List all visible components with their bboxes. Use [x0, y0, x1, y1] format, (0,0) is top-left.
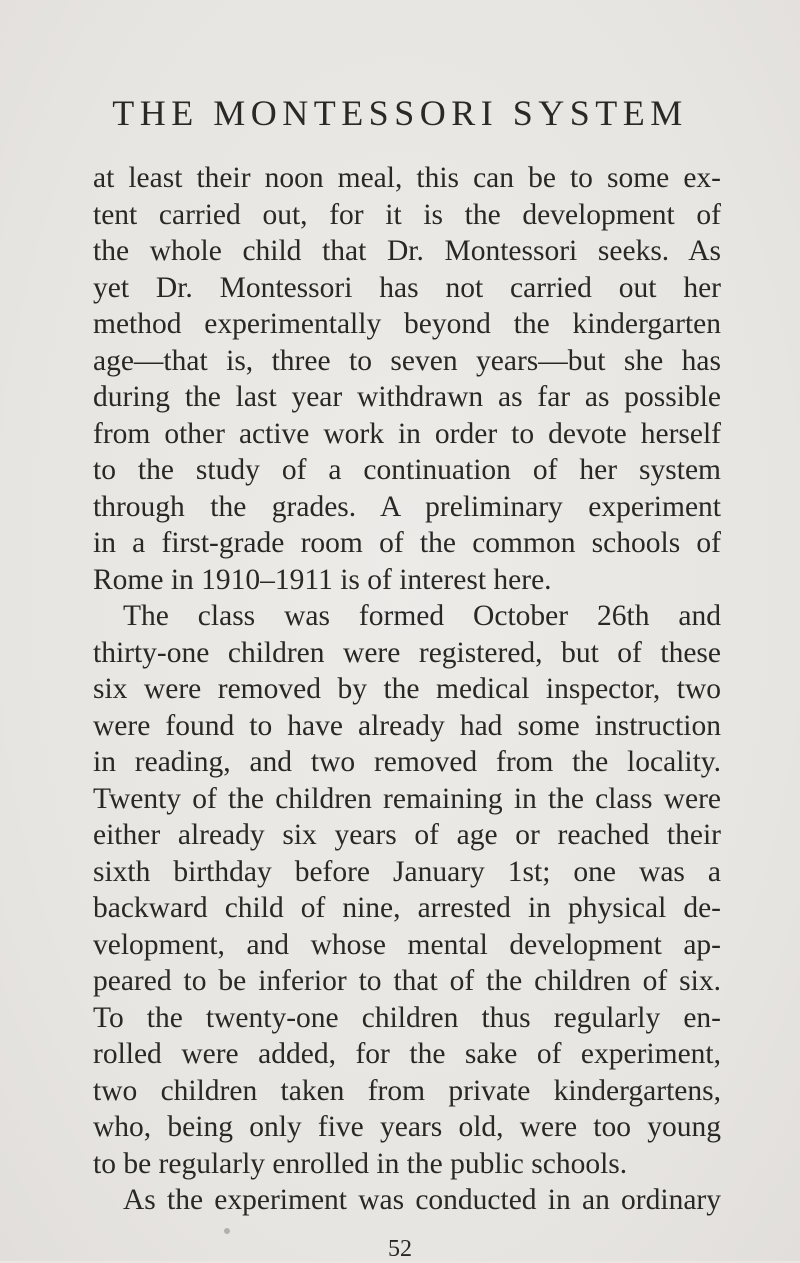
- text-line: method experimentally beyond the kindergarten: [93, 308, 721, 340]
- text-line: in reading, and two removed from the locality.: [93, 746, 721, 778]
- text-line: backward child of nine, arrested in physical de-: [93, 892, 721, 924]
- text-line: were found to have already had some instruction: [93, 709, 721, 742]
- text-line: six were removed by the medical inspector, two: [93, 673, 721, 705]
- text-line: Rome in 1910–1911 is of interest here.: [93, 563, 552, 596]
- text-line: The class was formed October 26th and: [123, 600, 721, 632]
- text-line: age—that is, three to seven years—but she has: [93, 344, 721, 377]
- text-line: peared to be inferior to that of the children of six.: [93, 965, 721, 997]
- body-text: [93, 160, 721, 1219]
- text-line: the whole child that Dr. Montessori seeks. As: [93, 235, 721, 267]
- text-line: sixth birthday before January 1st; one was a: [93, 855, 721, 888]
- text-line: at least their noon meal, this can be to some ex-: [93, 162, 721, 194]
- text-line: Twenty of the children remaining in the class were: [93, 782, 721, 815]
- running-head: THE MONTESSORI SYSTEM: [112, 93, 688, 133]
- text-line: rolled were added, for the sake of experiment,: [93, 1038, 721, 1070]
- text-line: through the grades. A preliminary experiment: [93, 490, 721, 523]
- text-line: either already six years of age or reached their: [93, 819, 721, 851]
- text-line: As the experiment was conducted in an ordinary: [123, 1184, 721, 1216]
- text-line: yet Dr. Montessori has not carried out her: [93, 271, 721, 304]
- text-line: to the study of a continuation of her system: [93, 454, 721, 486]
- text-line: tent carried out, for it is the development of: [93, 198, 721, 231]
- text-line: thirty-one children were registered, but of these: [93, 636, 721, 669]
- text-line: from other active work in order to devote herself: [93, 417, 721, 450]
- text-line: who, being only five years old, were too young: [93, 1111, 721, 1143]
- text-line: two children taken from private kindergartens,: [93, 1074, 721, 1107]
- text-line: during the last year withdrawn as far as possible: [93, 381, 721, 413]
- text-line: in a first-grade room of the common schools of: [93, 527, 721, 559]
- page-number: 52: [388, 1236, 412, 1262]
- ink-speck: [224, 1228, 230, 1234]
- text-line: To the twenty-one children thus regularly en-: [93, 1001, 721, 1034]
- text-line: velopment, and whose mental development ap-: [93, 928, 721, 961]
- text-line: to be regularly enrolled in the public schools.: [93, 1147, 628, 1180]
